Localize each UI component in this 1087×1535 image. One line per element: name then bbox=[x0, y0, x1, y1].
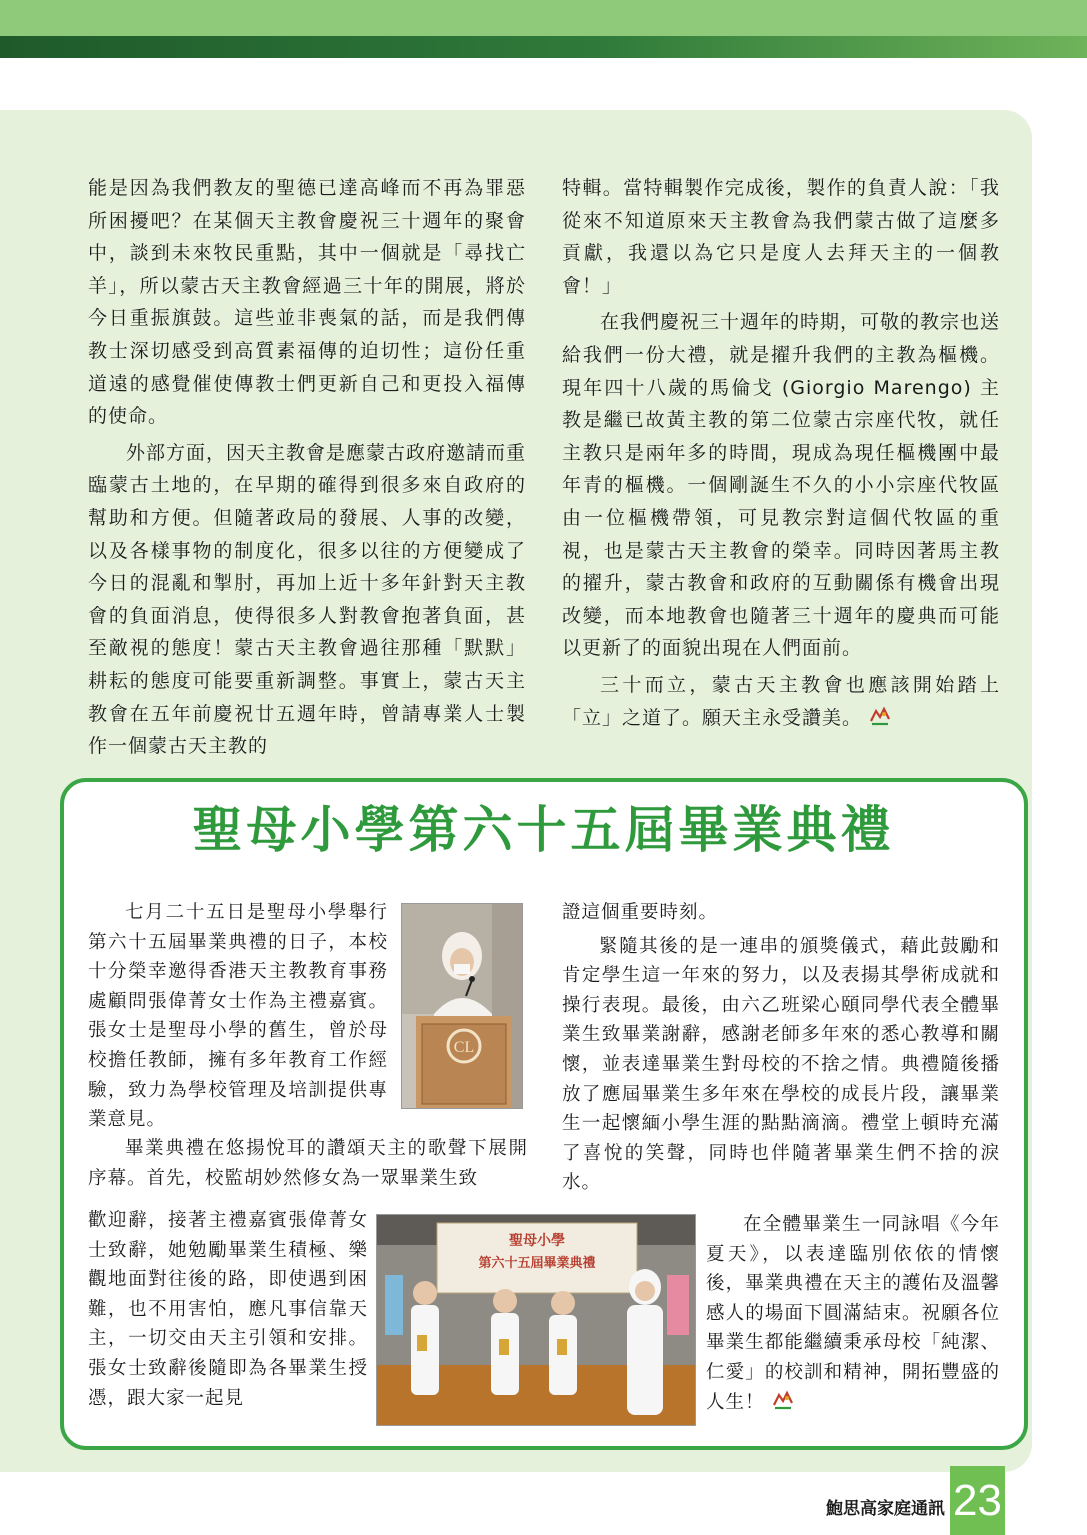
photo-banner-line1: 聖母小學 bbox=[509, 1233, 565, 1249]
article-a-left-column bbox=[88, 172, 526, 763]
end-mark-icon bbox=[868, 705, 892, 729]
graduation-left-bottom-text bbox=[88, 1206, 368, 1413]
graduation-paragraph: 歡迎辭，接著主禮嘉賓張偉菁女士致辭，她勉勵畢業生積極、樂觀地面對往後的路，即使遇到困難，也不用害怕，應凡事信靠天主，一切交由天主引領和安排。張女士致辭後隨即為各畢業生授憑，跟大家一起見 bbox=[88, 1210, 368, 1409]
end-mark-icon bbox=[771, 1389, 795, 1413]
graduation-article-title: 聖母小學第六十五屆畢業典禮 bbox=[192, 801, 895, 859]
graduation-closing-text: 在全體畢業生一同詠唱《今年夏天》，以表達臨別依依的情懷後，畢業典禮在天主的護佑及溫馨感人的場面下圓滿結束。祝願各位畢業生都能繼續秉承母校「純潔、仁愛」的校訓和精神，開拓豐盛的人生！ bbox=[706, 1214, 1000, 1413]
principal-speech-photo bbox=[401, 903, 523, 1109]
graduates-group-photo bbox=[376, 1214, 696, 1426]
article-a-right-column bbox=[562, 172, 1000, 734]
publication-name: 鮑思高家庭通訊 bbox=[826, 1499, 945, 1519]
photo-banner-line2: 第六十五屆畢業典禮 bbox=[478, 1256, 596, 1271]
graduation-paragraph: 七月二十五日是聖母小學舉行第六十五屆畢業典禮的日子，本校十分榮幸邀得香港天主教教育事務處顧問張偉菁女士作為主禮嘉賓。張女士是聖母小學的舊生，曾於母校擔任教師，擁有多年教育工作經驗，致力為學校管理及培訓提供專業意見。 bbox=[88, 902, 388, 1131]
graduation-paragraph: 畢業典禮在悠揚悅耳的讚頌天主的歌聲下展開序幕。首先，校監胡妙然修女為一眾畢業生致 bbox=[88, 1138, 528, 1189]
header-bar-light bbox=[0, 0, 1087, 36]
article-a-paragraph: 能是因為我們教友的聖德已達高峰而不再為罪惡所困擾吧？在某個天主教會慶祝三十週年的聚會中，談到未來牧民重點，其中一個就是「尋找亡羊」，所以蒙古天主教會經過三十年的開展，將於今日重振旗鼓。這些並非喪氣的話，而是我們傳教士深切感受到高質素福傳的迫切性；這份任重道遠的感覺催使傳教士們更新自己和更投入福傳的使命。 bbox=[88, 177, 526, 428]
article-a-closing-text: 三十而立，蒙古天主教會也應該開始踏上「立」之道了。願天主永受讚美。 bbox=[562, 673, 1000, 729]
article-a-paragraph: 外部方面，因天主教會是應蒙古政府邀請而重臨蒙古土地的，在早期的確得到很多來自政府的幫助和方便。但隨著政局的發展、人事的改變，以及各樣事物的制度化，很多以往的方便變成了今日的混亂和掣肘，再加上近十多年針對天主教會的負面消息，使得很多人對教會抱著負面，甚至敵視的態度！蒙古天主教會過往那種「默默」耕耘的態度可能要重新調整。事實上，蒙古天主教會在五年前慶祝廿五週年時，曾請專業人士製作一個蒙古天主教的 bbox=[88, 441, 527, 758]
article-a-paragraph: 在我們慶祝三十週年的時期，可敬的教宗也送給我們一份大禮，就是擢升我們的主教為樞機。現年四十八歲的馬倫戈 (Giorgio Marengo) 主教是繼已故黃主教的第二位蒙古宗座代牧，就任主教只是兩年多的時間，現成為現任樞機團中最年青的樞機。一個剛誕生不久的小小宗座代牧區由一位樞機帶領，可見教宗對這個代牧區的重視，也是蒙古天主教會的榮幸。同時因著馬主教的擢升，蒙古教會和政府的互動關係有機會出現改變，而本地教會也隨著三十週年的慶典而可能以更新了的面貌出現在人們面前。 bbox=[562, 311, 1001, 660]
graduation-closing-paragraph bbox=[706, 1210, 1000, 1417]
graduation-left-mid-text bbox=[88, 1134, 528, 1193]
header-bar-dark bbox=[0, 36, 1087, 58]
graduation-right-top-text bbox=[562, 898, 1000, 1198]
graduation-left-top-text bbox=[88, 898, 388, 1135]
page-number: 23 bbox=[950, 1466, 1005, 1535]
graduation-right-bottom-text bbox=[706, 1210, 1000, 1417]
graduation-paragraph: 證這個重要時刻。 bbox=[562, 902, 719, 923]
article-a-paragraph: 特輯。當特輯製作完成後，製作的負責人說：「我從來不知道原來天主教會為我們蒙古做了這麼多貢獻，我還以為它只是度人去拜天主的一個教會！」 bbox=[562, 177, 1000, 297]
article-a-closing-paragraph bbox=[562, 669, 1000, 734]
graduation-paragraph: 緊隨其後的是一連串的頒獎儀式，藉此鼓勵和肯定學生這一年來的努力，以及表揚其學術成就和操行表現。最後，由六乙班梁心頤同學代表全體畢業生致畢業謝辭，感謝老師多年來的悉心教導和關懷，並表達畢業生對母校的不捨之情。典禮隨後播放了應屆畢業生多年來在學校的成長片段，讓畢業生一起懷緬小學生涯的點點滴滴。禮堂上頓時充滿了喜悅的笑聲，同時也伴隨著畢業生們不捨的淚水。 bbox=[562, 935, 1000, 1194]
svg-text:CL: CL bbox=[453, 1039, 475, 1056]
